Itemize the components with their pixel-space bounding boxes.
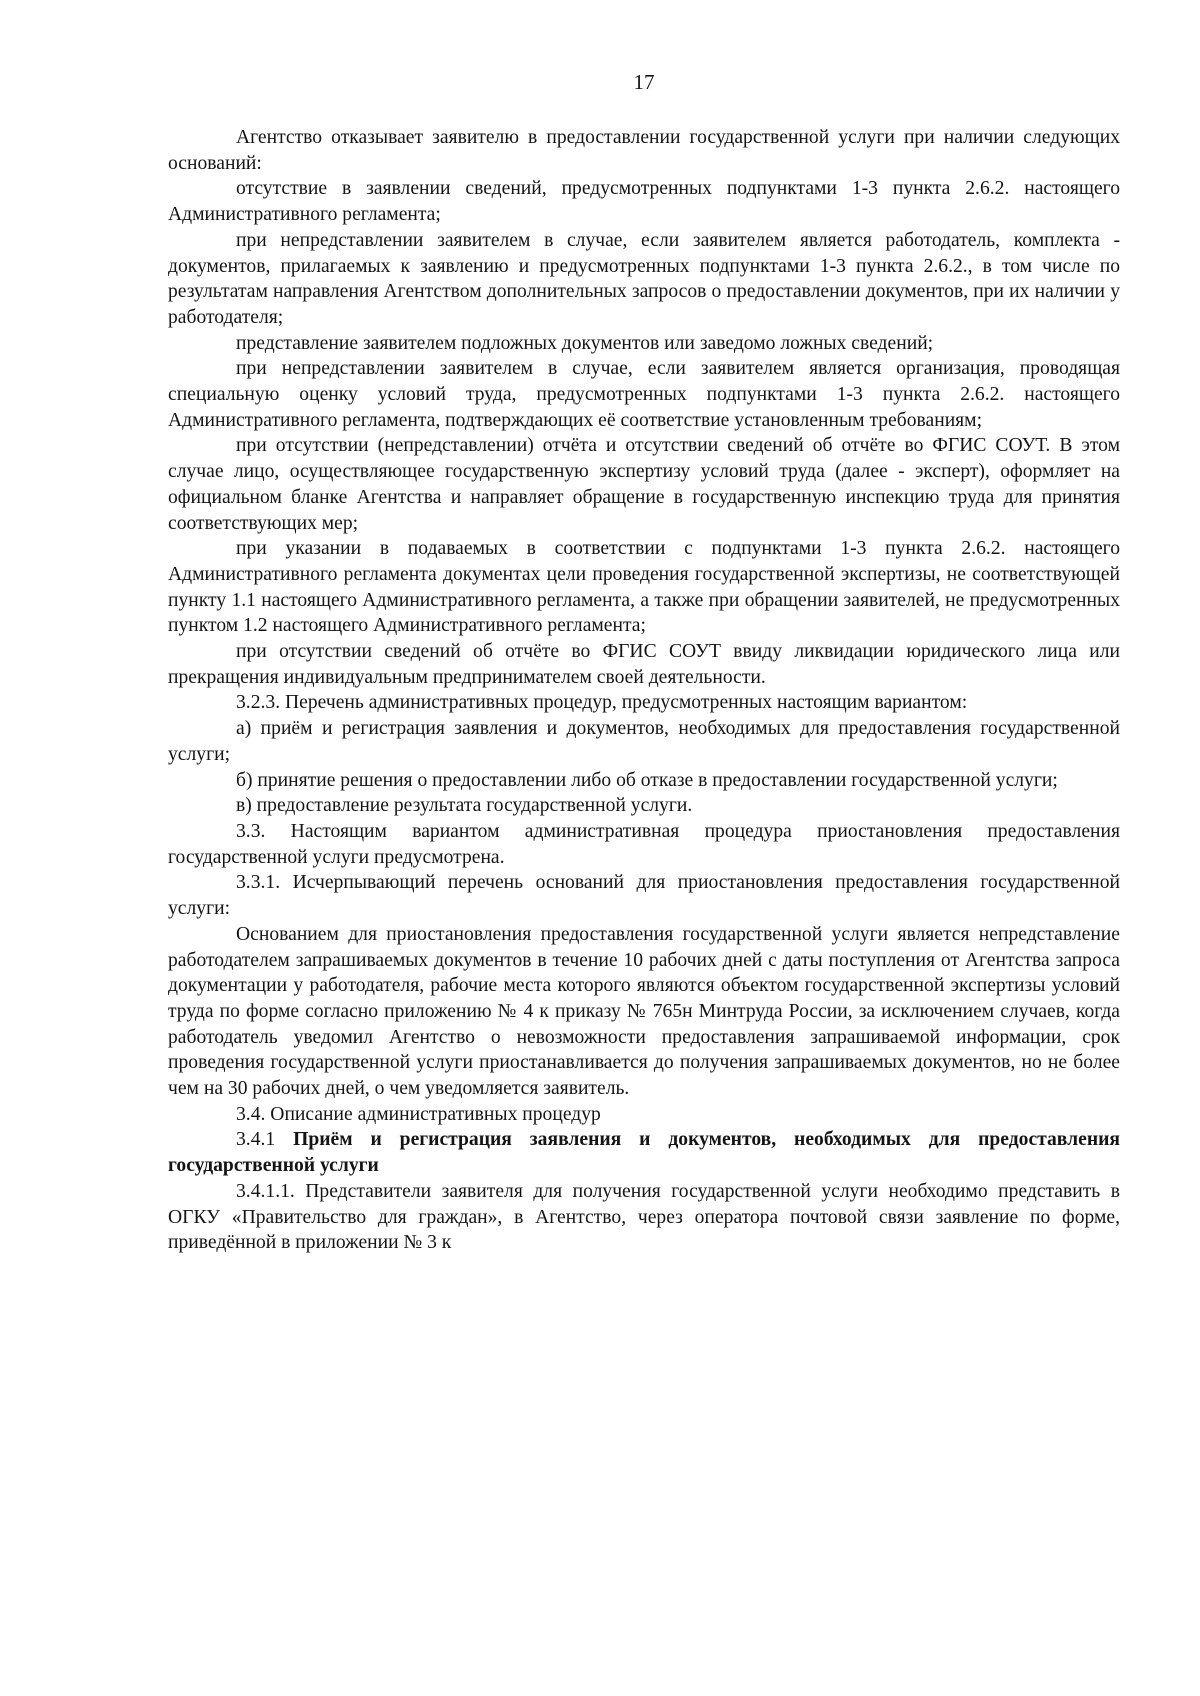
paragraph-procedure-a: а) приём и регистрация заявления и документов, необходимых для предоставления государственной услуги; xyxy=(168,718,1120,765)
paragraph-refusal-6: при указании в подаваемых в соответствии с подпунктами 1-3 пункта 2.6.2. настоящего Административного регламента документах цели проведения государственной экспертизы, не соответствующей пункту 1.1 настоящего Административного регламента, а также при обращении заявителей, не предусмотренных пунктом 1.2 настоящего Административного регламента; xyxy=(168,538,1120,637)
heading-3-4-1-title: Приём и регистрация заявления и документов, необходимых для предоставления государственной услуги xyxy=(168,1129,1120,1177)
paragraph-refusal-5: при отсутствии (непредставлении) отчёта и отсутствии сведений об отчёте во ФГИС СОУТ. В этом случае лицо, осуществляющее государственную экспертизу условий труда (далее - эксперт), оформляет на официальном бланке Агентства и направляет обращение в государственную инспекцию труда для принятия соответствующих мер; xyxy=(168,435,1120,534)
paragraph-3-3-1: 3.3.1. Исчерпывающий перечень оснований для приостановления предоставления государственной услуги: xyxy=(168,872,1120,920)
paragraph-refusal-intro: Агентство отказывает заявителю в предоставлении государственной услуги при наличии следующих оснований: xyxy=(168,127,1120,174)
heading-3-4-1 xyxy=(168,1127,1120,1178)
page-number: 17 xyxy=(633,70,655,94)
paragraph-suspension-basis: Основанием для приостановления предоставления государственной услуги является непредставление работодателем запрашиваемых документов в течение 10 рабочих дней с даты поступления от Агентства запроса документации у работодателя, рабочие места которого являются объектом государственной экспертизы условий труда по форме согласно приложению № 4 к приказу № 765н Минтруда России, за исключением случаев, когда работодатель уведомил Агентство о невозможности предоставления запрашиваемой информации, срок проведения государственной услуги приостанавливается до получения запрашиваемых документов, но не более чем на 30 рабочих дней, о чем уведомляется заявитель. xyxy=(168,923,1120,1100)
document-body xyxy=(168,125,1120,1256)
paragraph-3-2-3: 3.2.3. Перечень административных процедур, предусмотренных настоящим вариантом: xyxy=(236,692,968,714)
paragraph-refusal-4: при непредставлении заявителем в случае, если заявителем является организация, проводящая специальную оценку условий труда, предусмотренных подпунктами 1-3 пункта 2.6.2. настоящего Административного регламента, подтверждающих её соответствие установленным требованиям; xyxy=(168,358,1120,431)
paragraph-refusal-7: при отсутствии сведений об отчёте во ФГИС СОУТ ввиду ликвидации юридического лица или прекращения индивидуальным предпринимателем своей деятельности. xyxy=(168,641,1120,688)
paragraph-refusal-2: при непредставлении заявителем в случае, если заявителем является работодатель, комплекта - документов, прилагаемых к заявлению и предусмотренных подпунктами 1-3 пункта 2.6.2., в том числе по результатам направления Агентством дополнительных запросов о предоставлении документов, при их наличии у работодателя; xyxy=(168,229,1120,328)
paragraph-refusal-1: отсутствие в заявлении сведений, предусмотренных подпунктами 1-3 пункта 2.6.2. настоящего Административного регламента; xyxy=(168,178,1120,226)
paragraph-3-4-1-1: 3.4.1.1. Представители заявителя для получения государственной услуги необходимо представить в ОГКУ «Правительство для граждан», в Агентство, через оператора почтовой связи заявление по форме, приведённой в приложении № 3 к xyxy=(168,1180,1120,1254)
paragraph-3-3: 3.3. Настоящим вариантом административная процедура приостановления предоставления государственной услуги предусмотрена. xyxy=(168,820,1120,868)
paragraph-3-4: 3.4. Описание административных процедур xyxy=(236,1103,601,1125)
paragraph-refusal-3: представление заявителем подложных документов или заведомо ложных сведений; xyxy=(236,332,934,354)
paragraph-procedure-b: б) принятие решения о предоставлении либо об отказе в предоставлении государственной услуги; xyxy=(236,769,1058,791)
heading-3-4-1-number: 3.4.1 xyxy=(236,1129,294,1151)
paragraph-procedure-c: в) предоставление результата государственной услуги. xyxy=(236,795,693,817)
